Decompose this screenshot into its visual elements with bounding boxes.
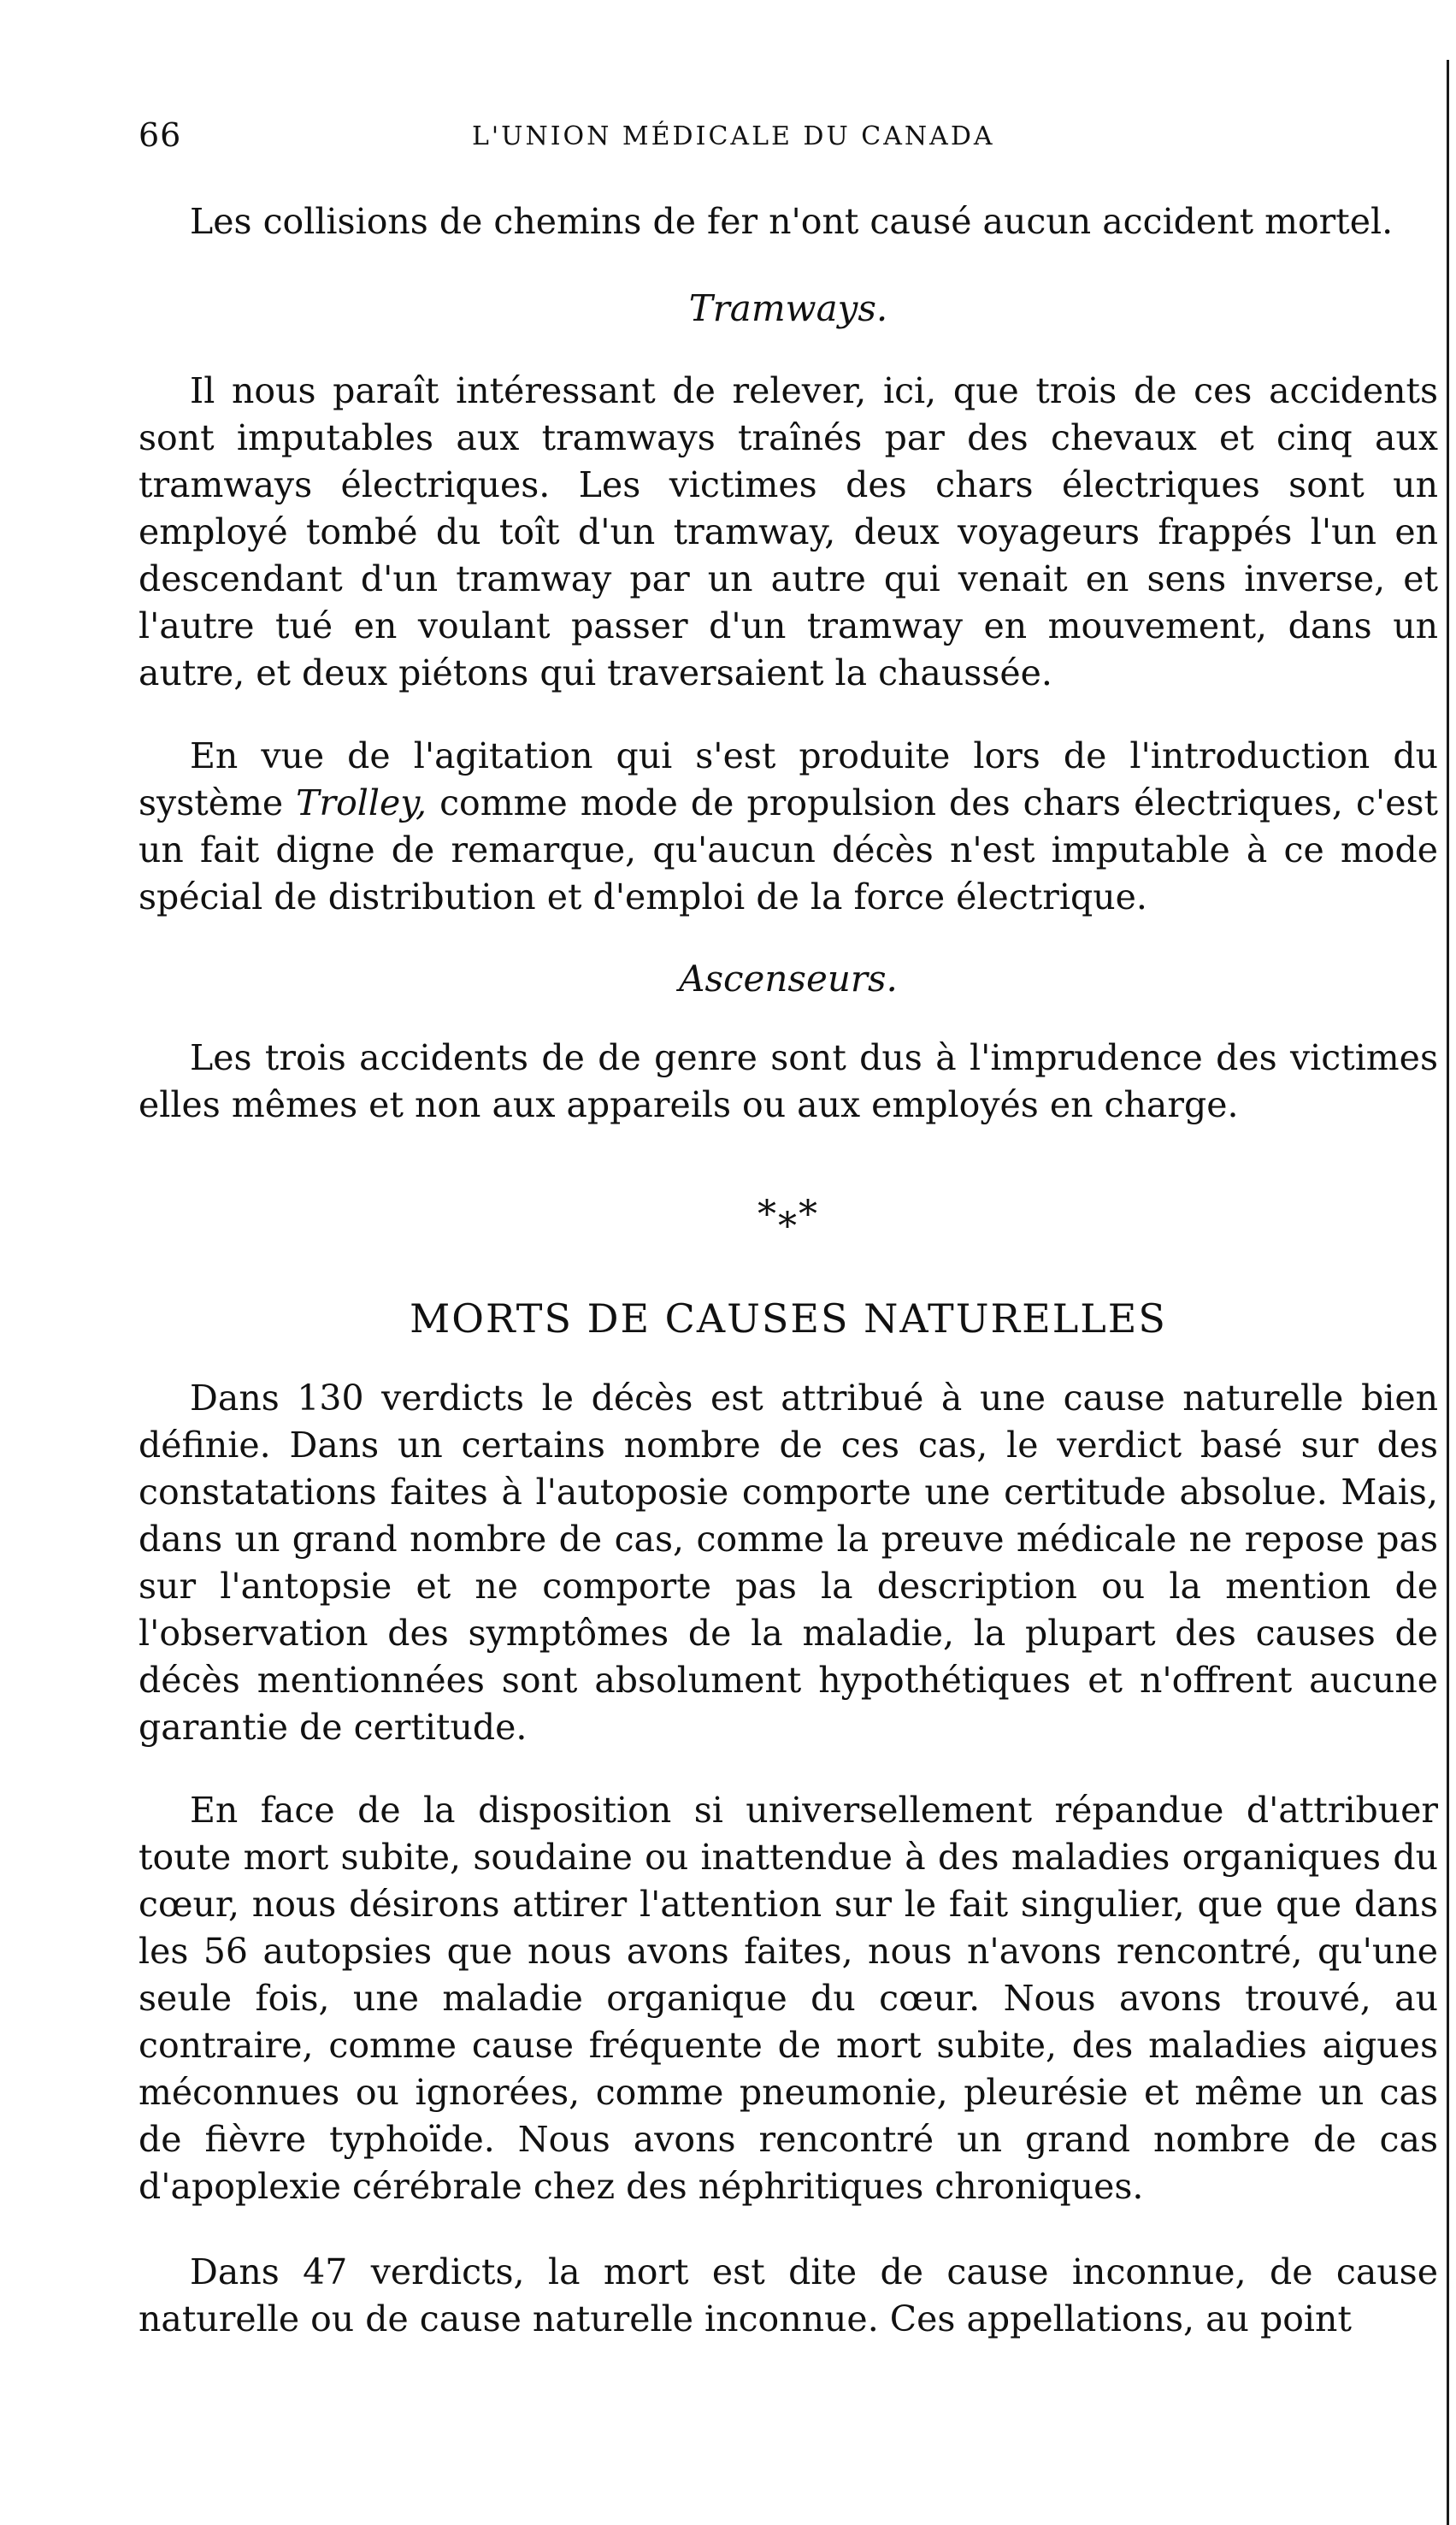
italic-term-trolley: Trolley,: [296, 782, 427, 823]
paragraph-text-part: En vue de l'agitation qui s'est produite lors de l'introduction du système: [139, 735, 1438, 823]
paragraph-text: En face de la disposition si universellement répandue d'attribuer toute mort subite, soudaine ou inattendue à des maladies organiques du cœur, nous désirons attirer l'attention sur le fait singulier, que que dans les 56 autopsies que nous avons faites, nous n'avons rencontré, qu'une seule fois, une maladie organique du cœur. Nous avons trouvé, au contraire, comme cause fréquente de mort subite, des maladies aigues méconnues ou ignorées, comme pneumonie, pleurésie et même un cas de fièvre typhoïde. Nous avons rencontré un grand nombre de cas d'apoplexie cérébrale chez des néphritiques chroniques.: [139, 1790, 1438, 2207]
paragraph-natural-verdicts: [139, 1375, 1438, 1751]
paragraph-text: Dans 47 verdicts, la mort est dite de cause inconnue, de cause naturelle ou de cause naturelle inconnue. Ces appellations, au point: [139, 2251, 1438, 2339]
paragraph-text-part: comme mode de propulsion des chars électriques, c'est un fait digne de remarque, qu'aucun décès n'est imputable à ce mode spécial de distribution et d'emploi de la force électrique.: [139, 782, 1438, 917]
paragraph-unknown-cause: [139, 2249, 1438, 2343]
paragraph-text: Il nous paraît intéressant de relever, ici, que trois de ces accidents sont imputables aux tramways traînés par des chevaux et cinq aux tramways électriques. Les victimes des chars électriques sont un employé tombé du toît d'un tramway, deux voyageurs frappés l'un en descendant d'un tramway par un autre qui venait en sens inverse, et l'autre tué en voulant passer d'un tramway en mouvement, dans un autre, et deux piétons qui traversaient la chaussée.: [139, 370, 1438, 693]
section-title-natural-causes: MORTS DE CAUSES NATURELLES: [410, 1295, 1167, 1342]
section-asterism: *⁎*: [757, 1193, 819, 1236]
paragraph-railway-collisions: [139, 198, 1438, 245]
page-number: 66: [139, 116, 182, 154]
paragraph-tramways: [139, 368, 1438, 697]
page-edge-rule: [1447, 60, 1449, 2525]
running-header: [139, 116, 1438, 168]
subheading-tramways: Tramways.: [688, 287, 888, 329]
running-title: L'UNION MÉDICALE DU CANADA: [472, 121, 995, 151]
subheading-ascenseurs: Ascenseurs.: [679, 958, 898, 1000]
paragraph-trolley-system: [139, 733, 1438, 921]
paragraph-sudden-death: [139, 1787, 1438, 2210]
paragraph-text: [139, 733, 1438, 921]
paragraph-text: Les collisions de chemins de fer n'ont causé aucun accident mortel.: [190, 201, 1394, 242]
paragraph-elevators: [139, 1035, 1438, 1129]
paragraph-text: Dans 130 verdicts le décès est attribué à une cause naturelle bien définie. Dans un certains nombre de ces cas, le verdict basé sur des constatations faites à l'autoposie comporte une certitude absolue. Mais, dans un grand nombre de cas, comme la preuve médicale ne repose pas sur l'antopsie et ne comporte pas la description ou la mention de l'observation des symptômes de la maladie, la plupart des causes de décès mentionnées sont absolument hypothétiques et n'offrent aucune garantie de certitude.: [139, 1378, 1438, 1748]
paragraph-text: Les trois accidents de de genre sont dus à l'imprudence des victimes elles mêmes et non aux appareils ou aux employés en charge.: [139, 1037, 1438, 1125]
